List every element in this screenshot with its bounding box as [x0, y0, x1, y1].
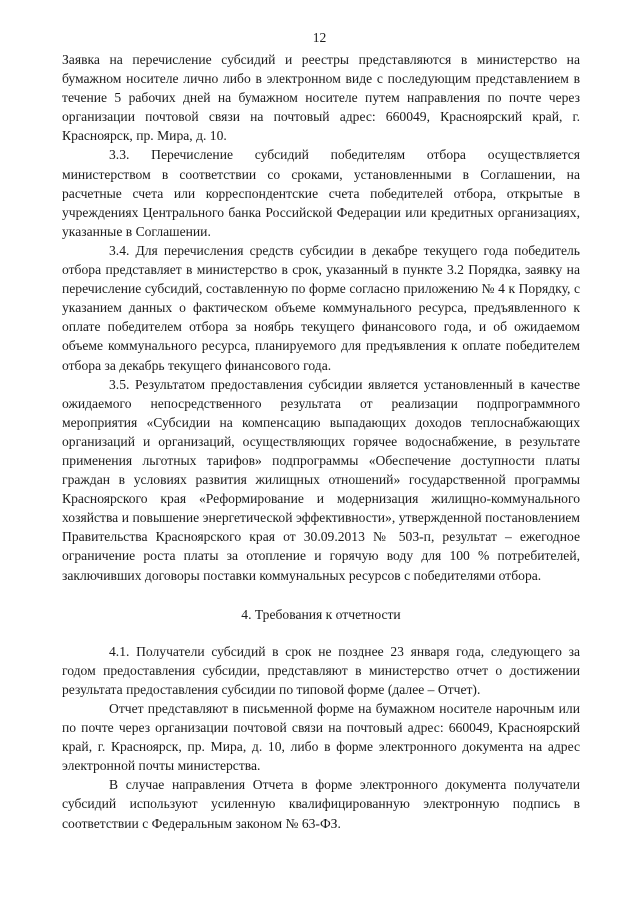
section-4-body — [62, 642, 580, 833]
paragraph-3-4: 3.4. Для перечисления средств субсидии в декабре текущего года победитель отбора представляет в министерство в срок, указанный в пункте 3.2 Порядка, заявку на перечисление субсидий, составленную по форме согласно приложению № 4 к Порядку, с указанием данных о фактическом объеме коммунального ресурса, предъявленного к оплате победителем отбора за ноябрь текущего финансового года, и об ожидаемом объеме коммунального ресурса, планируемого для предъявления к оплате победителем отбора за декабрь текущего финансового года. — [62, 242, 580, 373]
paragraph-4-1: 4.1. Получатели субсидий в срок не позднее 23 января года, следующего за годом предоставления субсидии, представляют в министерство отчет о достижении результата предоставления субсидии по типовой форме (далее – Отчет). — [62, 643, 580, 697]
paragraph-3-5: 3.5. Результатом предоставления субсидии является установленный в качестве ожидаемого непосредственного результата от реализации подпрограммного мероприятия «Субсидии на компенсацию выпадающих доходов теплоснабжающих организаций и организаций, осуществляющих горячее водоснабжение, в результате применения льготных тарифов» подпрограммы «Обеспечение доступности платы граждан в условиях развития жилищных отношений» государственной программы Красноярского края «Реформирование и модернизация жилищно-коммунального хозяйства и повышение энергетической эффективности», утвержденной постановлением Правительства Красноярского края от 30.09.2013 № 503-п, результат – ежегодное ограничение роста платы за отопление и горячую воду для 100 % потребителей, заключивших договоры поставки коммунальных ресурсов с победителями отбора. — [62, 376, 580, 583]
paragraph-application-submission: Заявка на перечисление субсидий и реестры представляются в министерство на бумажном носителе лично либо в электронном виде с последующим представлением в течение 5 рабочих дней на бумажном носителе путем направления по почте через организации почтовой связи на почтовый адрес: 660049, Красноярский край, г. Красноярск, пр. Мира, д. 10. — [62, 52, 580, 144]
page-number: 12 — [312, 30, 327, 45]
paragraph-3-3: 3.3. Перечисление субсидий победителям отбора осуществляется министерством в соответствии со сроками, установленными в Соглашении, на расчетные счета или корреспондентские счета победителей отбора, открытые в учреждениях Центрального банка Российской Федерации или кредитных организациях, указанные в Соглашении. — [62, 147, 580, 239]
document-body — [62, 50, 580, 833]
paragraph-electronic-signature: В случае направления Отчета в форме электронного документа получатели субсидий используют усиленную квалифицированную электронную подпись в соответствии с Федеральным законом № 63-ФЗ. — [62, 777, 580, 831]
paragraph-report-form: Отчет представляют в письменной форме на бумажном носителе нарочным или по почте через организации почтовой связи на почтовый адрес: 660049, Красноярский край, г. Красноярск, пр. Мира, д. 10, либо в форме электронного документа на адрес электронной почты министерства. — [62, 701, 580, 774]
section-heading: 4. Требования к отчетности — [241, 606, 401, 622]
